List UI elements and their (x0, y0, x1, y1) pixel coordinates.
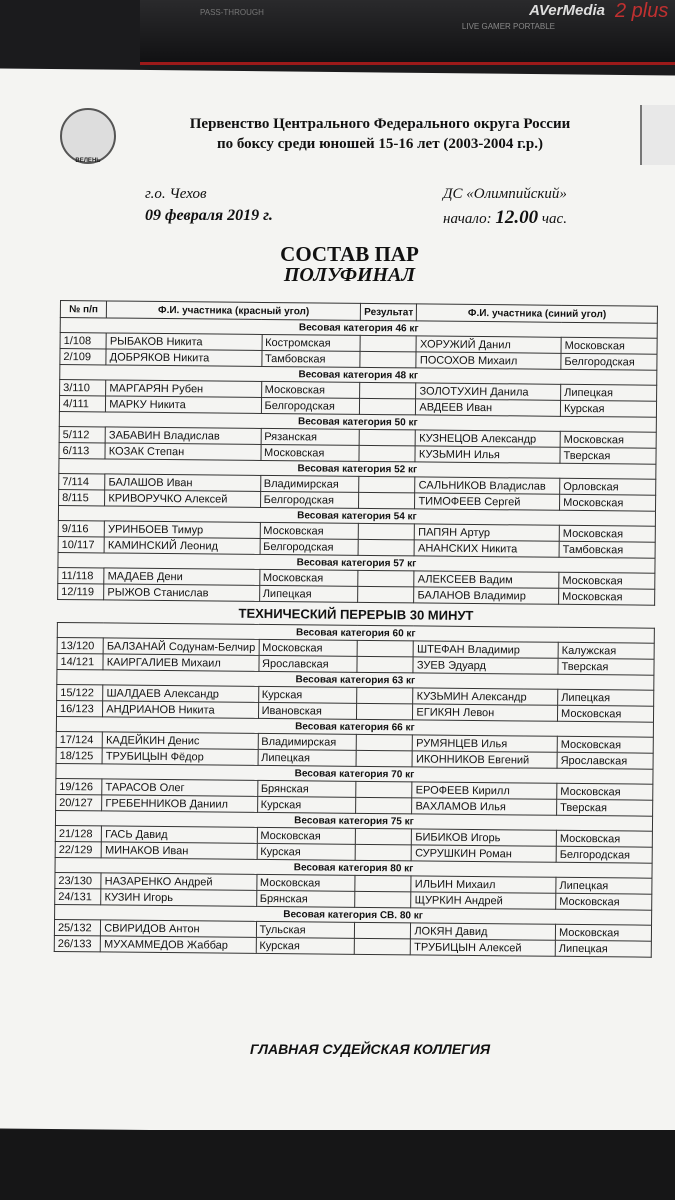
blue-corner-region: Московская (561, 337, 657, 354)
blue-corner-region: Тамбовская (559, 541, 655, 558)
red-corner-region: Владимирская (258, 733, 357, 750)
weight-category: Весовая категория 80 кг (55, 857, 652, 878)
blue-corner-region: Белгородская (561, 353, 657, 370)
blue-corner-region: Московская (555, 924, 651, 941)
pairs-table (54, 300, 658, 958)
result-cell (357, 687, 413, 704)
bout-number: 21/128 (55, 825, 101, 841)
result-cell (356, 734, 412, 751)
result-cell (356, 828, 412, 845)
result-cell (355, 891, 411, 908)
red-corner-region: Московская (259, 639, 358, 656)
result-cell (357, 640, 413, 657)
result-cell (360, 335, 416, 352)
red-corner-name: МИНАКОВ Иван (101, 842, 256, 859)
emblem-text: ВЕЛЕНЬ (75, 158, 101, 164)
blue-corner-region: Тверская (558, 658, 654, 675)
blue-corner-region: Липецкая (555, 940, 651, 957)
red-corner-region: Рязанская (261, 428, 360, 445)
blue-corner-region: Тверская (557, 799, 653, 816)
blue-corner-region: Калужская (558, 642, 654, 659)
red-corner-name: СВИРИДОВ Антон (101, 920, 256, 937)
red-corner-name: РЫБАКОВ Никита (106, 333, 261, 350)
result-cell (357, 656, 413, 673)
blue-corner-name: СУРУШКИН Роман (412, 845, 557, 862)
red-corner-name: ЗАБАВИН Владислав (105, 427, 260, 444)
bout-number: 11/118 (58, 567, 104, 583)
blue-corner-region: Московская (560, 494, 656, 511)
blue-corner-name: КУЗНЕЦОВ Александр (416, 430, 561, 447)
blue-corner-name: ПАПЯН Артур (415, 524, 560, 541)
red-corner-name: ТРУБИЦЫН Фёдор (102, 748, 257, 765)
bout-number: 24/131 (55, 888, 101, 904)
blue-corner-region: Белгородская (556, 846, 652, 863)
result-cell (359, 476, 415, 493)
red-corner-region: Курская (257, 796, 356, 813)
technical-break: ТЕХНИЧЕСКИЙ ПЕРЕРЫВ 30 МИНУТ (238, 605, 474, 623)
blue-corner-name: ИЛЬИН Михаил (411, 876, 556, 893)
red-corner-name: КАИРГАЛИЕВ Михаил (103, 654, 258, 671)
result-cell (356, 797, 412, 814)
red-corner-region: Московская (260, 522, 359, 539)
blue-corner-name: ЩУРКИН Андрей (411, 892, 556, 909)
blue-corner-name: РУМЯНЦЕВ Илья (413, 735, 558, 752)
start-label: начало: (443, 211, 492, 227)
red-corner-region: Московская (261, 444, 360, 461)
col-blue: Ф.И. участника (синий угол) (417, 304, 658, 323)
red-corner-name: ШАЛДАЕВ Александр (103, 685, 258, 702)
red-corner-region: Брянская (256, 890, 355, 907)
device-brand: AVerMedia (529, 2, 605, 19)
red-corner-name: ТАРАСОВ Олег (102, 779, 257, 796)
weight-category: Весовая категория 66 кг (56, 716, 653, 737)
red-corner-name: МАДАЕВ Дени (104, 568, 259, 585)
result-cell (358, 570, 414, 587)
red-corner-region: Тамбовская (261, 350, 360, 367)
weight-category: Весовая категория 57 кг (58, 552, 655, 573)
capture-device (140, 0, 675, 65)
red-corner-name: КУЗИН Игорь (101, 889, 256, 906)
weight-category: Весовая категория 48 кг (60, 365, 657, 386)
red-corner-name: АНДРИАНОВ Никита (103, 701, 258, 718)
blue-corner-name: САЛЬНИКОВ Владислав (415, 477, 560, 494)
bout-number: 16/123 (57, 700, 103, 716)
red-corner-name: БАЛЗАНАЙ Содунам-Белчир (103, 638, 258, 655)
bout-number: 7/114 (59, 473, 105, 489)
blue-corner-name: КУЗЬМИН Илья (415, 446, 560, 463)
bout-number: 18/125 (56, 747, 102, 763)
blue-corner-name: ПОСОХОВ Михаил (416, 352, 561, 369)
bout-number: 4/111 (59, 396, 105, 412)
red-corner-region: Белгородская (260, 491, 359, 508)
bout-number: 19/126 (56, 778, 102, 794)
header-line-2: по боксу среди юношей 15-16 лет (2003-2004 г.р.) (216, 136, 544, 152)
bout-number: 6/113 (59, 442, 105, 458)
bout-number: 25/132 (54, 919, 100, 935)
blue-corner-name: ЗУЕВ Эдуард (413, 657, 558, 674)
red-corner-name: УРИНБОЕВ Тимур (104, 521, 259, 538)
start-time: 12.00 (495, 207, 539, 228)
blue-corner-name: ТРУБИЦЫН Алексей (411, 939, 556, 956)
blue-corner-region: Тверская (560, 447, 656, 464)
blue-corner-region: Орловская (560, 478, 656, 495)
device-accent: 2 plus (615, 0, 669, 22)
result-cell (360, 382, 416, 399)
blue-corner-region: Курская (560, 400, 656, 417)
red-corner-name: КАДЕЙКИН Денис (102, 732, 257, 749)
red-corner-name: МУХАММЕДОВ Жаббар (100, 936, 255, 953)
red-corner-region: Курская (256, 937, 355, 954)
red-corner-region: Курская (258, 686, 357, 703)
red-corner-name: КАМИНСКИЙ Леонид (104, 537, 259, 554)
blue-corner-name: ЛОКЯН Давид (411, 923, 556, 940)
blue-corner-name: ЕРОФЕЕВ Кирилл (412, 782, 557, 799)
red-corner-region: Московская (257, 827, 356, 844)
blue-corner-name: ЗОЛОТУХИН Данила (416, 383, 561, 400)
city: г.о. Чехов (145, 186, 207, 202)
blue-corner-name: АНАНСКИХ Никита (414, 540, 559, 557)
doc-title: СОСТАВ ПАР (280, 242, 419, 266)
result-cell (355, 844, 411, 861)
blue-corner-name: КУЗЬМИН Александр (413, 688, 558, 705)
bout-number: 10/117 (58, 536, 104, 552)
bout-number: 22/129 (55, 841, 101, 857)
result-cell (356, 781, 412, 798)
red-corner-name: НАЗАРЕНКО Андрей (101, 873, 256, 890)
weight-category: Весовая категория 46 кг (60, 318, 657, 339)
blue-corner-region: Московская (559, 525, 655, 542)
red-corner-name: ДОБРЯКОВ Никита (106, 349, 261, 366)
blue-corner-region: Московская (559, 588, 655, 605)
red-corner-region: Ивановская (258, 702, 357, 719)
bout-number: 3/110 (60, 380, 106, 396)
result-cell (358, 586, 414, 603)
weight-category: Весовая категория 50 кг (59, 411, 656, 432)
result-cell (357, 703, 413, 720)
bout-number: 1/108 (60, 333, 106, 349)
weight-category: Весовая категория 75 кг (55, 810, 652, 831)
blue-corner-name: ХОРУЖИЙ Данил (416, 336, 561, 353)
blue-corner-name: АЛЕКСЕЕВ Вадим (414, 571, 559, 588)
blue-corner-region: Липецкая (558, 689, 654, 706)
blue-corner-region: Московская (556, 830, 652, 847)
red-corner-name: ГАСЬ Давид (102, 826, 257, 843)
blue-corner-region: Московская (559, 572, 655, 589)
red-corner-region: Белгородская (261, 397, 360, 414)
red-corner-region: Костромская (262, 334, 361, 351)
blue-corner-name: АВДЕЕВ Иван (416, 399, 561, 416)
red-corner-region: Курская (257, 843, 356, 860)
blue-corner-name: БИБИКОВ Игорь (412, 829, 557, 846)
result-cell (358, 523, 414, 540)
bout-number: 12/119 (58, 583, 104, 599)
blue-corner-region: Московская (560, 431, 656, 448)
table-surface (0, 1130, 675, 1200)
bout-number: 13/120 (57, 637, 103, 653)
bout-number: 8/115 (59, 489, 105, 505)
result-cell (359, 445, 415, 462)
red-corner-name: МАРКУ Никита (106, 396, 261, 413)
col-red: Ф.И. участника (красный угол) (107, 301, 361, 320)
red-corner-region: Владимирская (260, 475, 359, 492)
table-body (54, 318, 657, 958)
blue-corner-name: ЕГИКЯН Левон (413, 704, 558, 721)
red-corner-region: Московская (256, 874, 355, 891)
red-corner-region: Московская (259, 569, 358, 586)
result-cell (355, 875, 411, 892)
header-line-1: Первенство Центрального Федерального округа России (189, 116, 571, 132)
bout-number: 20/127 (56, 794, 102, 810)
red-corner-region: Тульская (256, 921, 355, 938)
bout-number: 23/130 (55, 872, 101, 888)
bout-number: 26/133 (54, 935, 100, 951)
weight-category: Весовая категория 70 кг (56, 763, 653, 784)
result-cell (358, 539, 414, 556)
red-corner-region: Липецкая (258, 749, 357, 766)
result-cell (355, 922, 411, 939)
red-corner-region: Белгородская (260, 538, 359, 555)
blue-corner-region: Московская (556, 893, 652, 910)
blue-corner-name: ШТЕФАН Владимир (413, 641, 558, 658)
red-corner-name: МАРГАРЯН Рубен (106, 380, 261, 397)
red-corner-name: ГРЕБЕННИКОВ Даниил (102, 795, 257, 812)
venue: ДС «Олимпийский» (443, 186, 567, 202)
blue-corner-region: Московская (557, 736, 653, 753)
weight-category: Весовая категория 54 кг (58, 505, 655, 526)
blue-corner-name: ИКОННИКОВ Евгений (412, 751, 557, 768)
bout-number: 15/122 (57, 684, 103, 700)
bout-number: 5/112 (59, 426, 105, 442)
blue-corner-region: Ярославская (557, 752, 653, 769)
weight-category: Весовая категория 63 кг (57, 669, 654, 690)
bout-number: 14/121 (57, 653, 103, 669)
blue-corner-name: БАЛАНОВ Владимир (414, 587, 559, 604)
blue-corner-region: Липецкая (556, 877, 652, 894)
blue-corner-name: ТИМОФЕЕВ Сергей (415, 493, 560, 510)
start-unit: час. (541, 211, 567, 227)
event-date: 09 февраля 2019 г. (145, 207, 273, 224)
red-corner-region: Липецкая (259, 585, 358, 602)
blue-corner-name: ВАХЛАМОВ Илья (412, 798, 557, 815)
red-corner-name: БАЛАШОВ Иван (105, 474, 260, 491)
red-corner-region: Ярославская (258, 655, 357, 672)
result-cell (355, 938, 411, 955)
bout-number: 17/124 (56, 731, 102, 747)
coat-of-arms-icon (640, 105, 675, 165)
weight-category: Весовая категория 60 кг (57, 622, 654, 643)
bout-number: 9/116 (58, 520, 104, 536)
doc-subtitle: ПОЛУФИНАЛ (283, 264, 416, 286)
red-corner-region: Московская (261, 381, 360, 398)
weight-category: Весовая категория 52 кг (59, 458, 656, 479)
col-result: Результат (361, 303, 417, 321)
col-num: № п/п (60, 301, 106, 318)
blue-corner-region: Московская (557, 783, 653, 800)
start-time-line (443, 207, 567, 229)
result-cell (359, 429, 415, 446)
federation-emblem-icon (60, 108, 116, 164)
blue-corner-region: Липецкая (561, 384, 657, 401)
device-brand-sub: LIVE GAMER PORTABLE (461, 22, 555, 31)
signature-line: ГЛАВНАЯ СУДЕЙСКАЯ КОЛЛЕГИЯ (249, 1041, 491, 1057)
bout-number: 2/109 (60, 349, 106, 365)
result-cell (359, 492, 415, 509)
result-cell (360, 398, 416, 415)
red-corner-name: КОЗАК Степан (105, 443, 260, 460)
red-corner-name: РЫЖОВ Станислав (104, 584, 259, 601)
result-cell (360, 351, 416, 368)
weight-category: Весовая категория СВ. 80 кг (55, 904, 652, 925)
red-corner-name: КРИВОРУЧКО Алексей (105, 490, 260, 507)
red-corner-region: Брянская (257, 780, 356, 797)
device-passthrough-label: PASS-THROUGH (200, 8, 264, 17)
blue-corner-region: Московская (558, 705, 654, 722)
result-cell (356, 750, 412, 767)
